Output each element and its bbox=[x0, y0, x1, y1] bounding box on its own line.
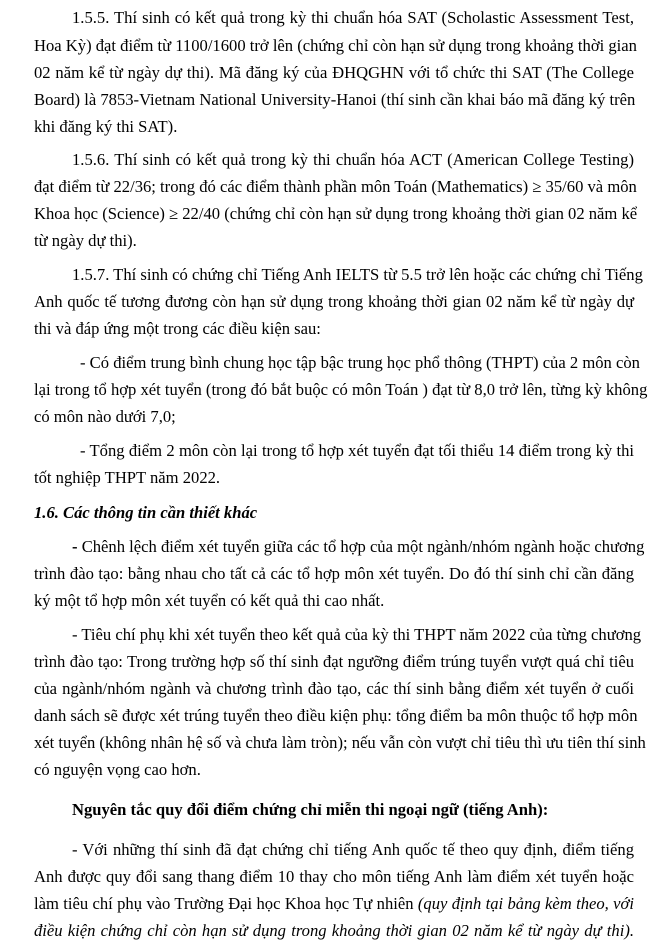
info-paragraph-2-line-1: - Tiêu chí phụ khi xét tuyển theo kết quả của kỳ thi THPT năm 2022 của từng chương bbox=[72, 625, 642, 644]
paragraph-1-5-5-line-3: 02 năm kể từ ngày dự thi). Mã đăng ký của ĐHQGHN với tổ chức thi SAT (The College bbox=[34, 63, 634, 82]
condition-1-line-3: có môn nào dưới 7,0; bbox=[34, 407, 176, 426]
condition-2-line-1: - Tổng điểm 2 môn còn lại trong tổ hợp xét tuyển đạt tối thiểu 14 điểm trong kỳ thi bbox=[80, 441, 634, 460]
conversion-principle-heading: Nguyên tắc quy đổi điểm chứng chỉ miễn thi ngoại ngữ (tiếng Anh): bbox=[72, 800, 549, 819]
info-paragraph-1-line-1 bbox=[72, 537, 645, 557]
paragraph-1-5-6-line-1: 1.5.6. Thí sinh có kết quả trong kỳ thi chuẩn hóa ACT (American College Testing) bbox=[72, 150, 634, 169]
info-paragraph-1-line-2: trình đào tạo: bằng nhau cho tất cả các tổ hợp môn xét tuyển. Do đó thí sinh chỉ cần đăng bbox=[34, 564, 634, 583]
info-paragraph-1-line-3: ký một tổ hợp môn xét tuyển có kết quả thi cao nhất. bbox=[34, 591, 385, 610]
condition-1-line-2: lại trong tổ hợp xét tuyển (trong đó bắt buộc có môn Toán ) đạt từ 8,0 trở lên, từng kỳ không bbox=[34, 380, 648, 399]
paragraph-1-5-7-line-3: thi và đáp ứng một trong các điều kiện sau: bbox=[34, 319, 321, 338]
bullet-dash: - bbox=[72, 537, 82, 556]
conversion-paragraph-line-1: - Với những thí sinh đã đạt chứng chỉ tiếng Anh quốc tế theo quy định, điểm tiếng bbox=[72, 840, 634, 859]
conversion-paragraph-line-3 bbox=[34, 894, 634, 914]
info-paragraph-2-line-3: của ngành/nhóm ngành và chương trình đào tạo, các thí sinh bằng điểm xét tuyển ở cuối bbox=[34, 679, 634, 698]
info-paragraph-2-line-2: trình đào tạo: Trong trường hợp số thí sinh đạt ngưỡng điểm trúng tuyển vượt quá chỉ tiêu bbox=[34, 652, 634, 671]
info-paragraph-2-line-5: xét tuyển (không nhân hệ số và chưa làm tròn); nếu vẫn còn vượt chỉ tiêu thì ưu tiên thí sinh bbox=[34, 733, 646, 752]
paragraph-1-5-6-line-2: đạt điểm từ 22/36; trong đó các điểm thành phần môn Toán (Mathematics) ≥ 35/60 và môn bbox=[34, 177, 637, 196]
info-paragraph-2-line-4: danh sách sẽ được xét trúng tuyển theo điều kiện phụ: tổng điểm ba môn thuộc tổ hợp môn bbox=[34, 706, 638, 725]
conversion-paragraph-line-2: Anh được quy đổi sang thang điểm 10 thay cho môn tiếng Anh làm điểm xét tuyển hoặc bbox=[34, 867, 634, 886]
info-paragraph-1-line-1-text: Chênh lệch điểm xét tuyển giữa các tổ hợp của một ngành/nhóm ngành hoặc chương bbox=[81, 537, 645, 556]
condition-1-line-1: - Có điểm trung bình chung học tập bậc trung học phổ thông (THPT) của 2 môn còn bbox=[80, 353, 640, 372]
info-paragraph-2-line-6: có nguyện vọng cao hơn. bbox=[34, 760, 201, 779]
conversion-paragraph-line-3-text: làm tiêu chí phụ vào Trường Đại học Khoa học Tự nhiên bbox=[34, 894, 418, 913]
paragraph-1-5-5-line-4: Board) là 7853-Vietnam National University-Hanoi (thí sinh cần khai báo mã đăng ký trên bbox=[34, 90, 636, 109]
paragraph-1-5-5-line-2: Hoa Kỳ) đạt điểm từ 1100/1600 trở lên (chứng chỉ còn hạn sử dụng trong khoảng thời gian bbox=[34, 36, 637, 55]
conversion-paragraph-line-3-italic: (quy định tại bảng kèm theo, với bbox=[417, 894, 635, 913]
paragraph-1-5-7-line-2: Anh quốc tế tương đương còn hạn sử dụng trong khoảng thời gian 02 năm kể từ ngày dự bbox=[34, 292, 634, 311]
condition-2-line-2: tốt nghiệp THPT năm 2022. bbox=[34, 468, 221, 487]
conversion-paragraph-line-4: điều kiện chứng chỉ còn hạn sử dụng trong khoảng thời gian 02 năm kể từ ngày dự thi). bbox=[34, 921, 634, 940]
paragraph-1-5-6-line-3: Khoa học (Science) ≥ 22/40 (chứng chỉ còn hạn sử dụng trong khoảng thời gian 02 năm kể bbox=[34, 204, 638, 223]
paragraph-1-5-6-line-4: từ ngày dự thi). bbox=[34, 231, 137, 250]
paragraph-1-5-7-line-1: 1.5.7. Thí sinh có chứng chỉ Tiếng Anh IELTS từ 5.5 trở lên hoặc các chứng chỉ Tiếng bbox=[72, 265, 643, 284]
section-1-6-heading: 1.6. Các thông tin cần thiết khác bbox=[34, 503, 258, 522]
paragraph-1-5-5-line-1: 1.5.5. Thí sinh có kết quả trong kỳ thi chuẩn hóa SAT (Scholastic Assessment Test, bbox=[72, 8, 634, 27]
paragraph-1-5-5-line-5: khi đăng ký thi SAT). bbox=[34, 117, 178, 136]
